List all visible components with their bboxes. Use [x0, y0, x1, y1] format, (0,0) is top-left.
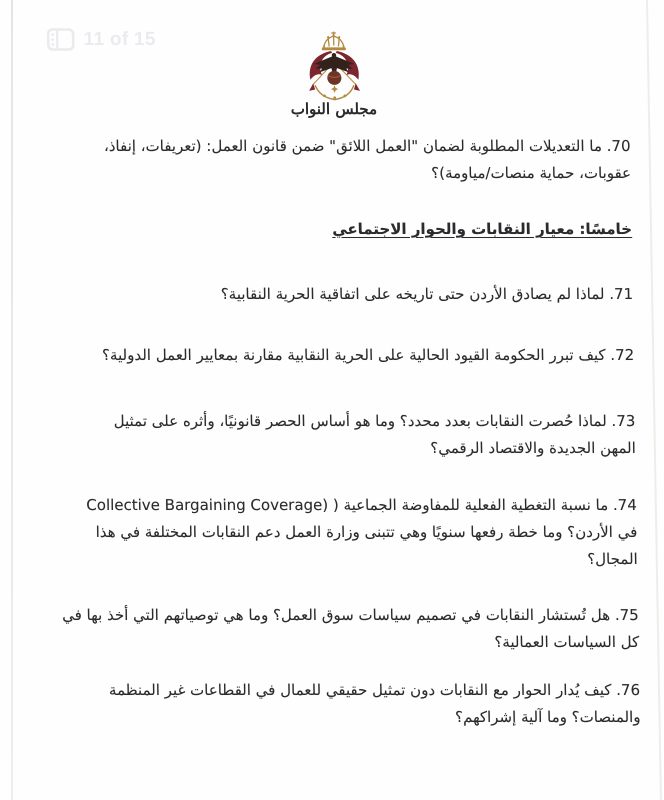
question-line: 71. لماذا لم يصادق الأردن حتى تاريخه على اتفاقية الحرية النقابية؟: [220, 285, 634, 303]
question-72: [56, 342, 634, 369]
question-71: [55, 281, 633, 308]
page-indicator-button[interactable]: [46, 28, 156, 51]
question-70: [52, 133, 631, 187]
question-line: 70. ما التعديلات المطلوبة لضمان "العمل اللائق" ضمن قانون العمل: (تعريفات، إنفاذ،: [103, 137, 631, 155]
question-line: المهن الجديدة والاقتصاد الرقمي؟: [430, 439, 636, 457]
document-body: [52, 133, 640, 731]
question-line: 76. كيف يُدار الحوار مع النقابات دون تمثيل حقيقي للعمال في القطاعات غير المنظمة: [108, 681, 641, 699]
question-line: في الأردن؟ وما خطة رفعها سنويًا وهي تتبنى وزارة العمل دعم النقابات المختلفة في هذا: [95, 523, 638, 541]
parliament-calligraphy: مجلس النواب: [290, 100, 378, 118]
question-line: كل السياسات العمالية؟: [494, 633, 640, 651]
question-line: 72. كيف تبرر الحكومة القيود الحالية على الحرية النقابية مقارنة بمعايير العمل الدولية؟: [101, 346, 635, 364]
question-73: [57, 408, 636, 462]
section-heading-text: خامسًا: معيار النقابات والحوار الاجتماعي: [332, 220, 633, 238]
page-thumbnails-icon: [46, 28, 74, 51]
section-heading: [54, 216, 632, 243]
question-line: عقوبات، حماية منصات/مياومة)؟: [431, 164, 632, 182]
question-line: 75. هل تُستشار النقابات في تصميم سياسات سوق العمل؟ وما هي توصياتهم التي أخذ بها في: [61, 606, 639, 624]
page-indicator-label: 11 of 15: [83, 28, 156, 50]
question-line: 73. لماذا حُصرت النقابات بعدد محدد؟ وما هو أساس الحصر قانونيًا، وأثره على تمثيل: [113, 412, 636, 430]
question-line: المجال؟: [587, 550, 638, 568]
question-line: 74. ما نسبة التغطية الفعلية للمفاوضة الجماعية ( (Collective Bargaining Coverage: [86, 496, 637, 514]
question-76: [62, 677, 641, 731]
question-75: [61, 602, 640, 656]
question-line: والمنصات؟ وما آلية إشراكهم؟: [454, 708, 641, 726]
question-74: [59, 492, 638, 573]
jordan-coat-of-arms-logo: [296, 26, 371, 102]
page-edge-right: [646, 0, 661, 800]
